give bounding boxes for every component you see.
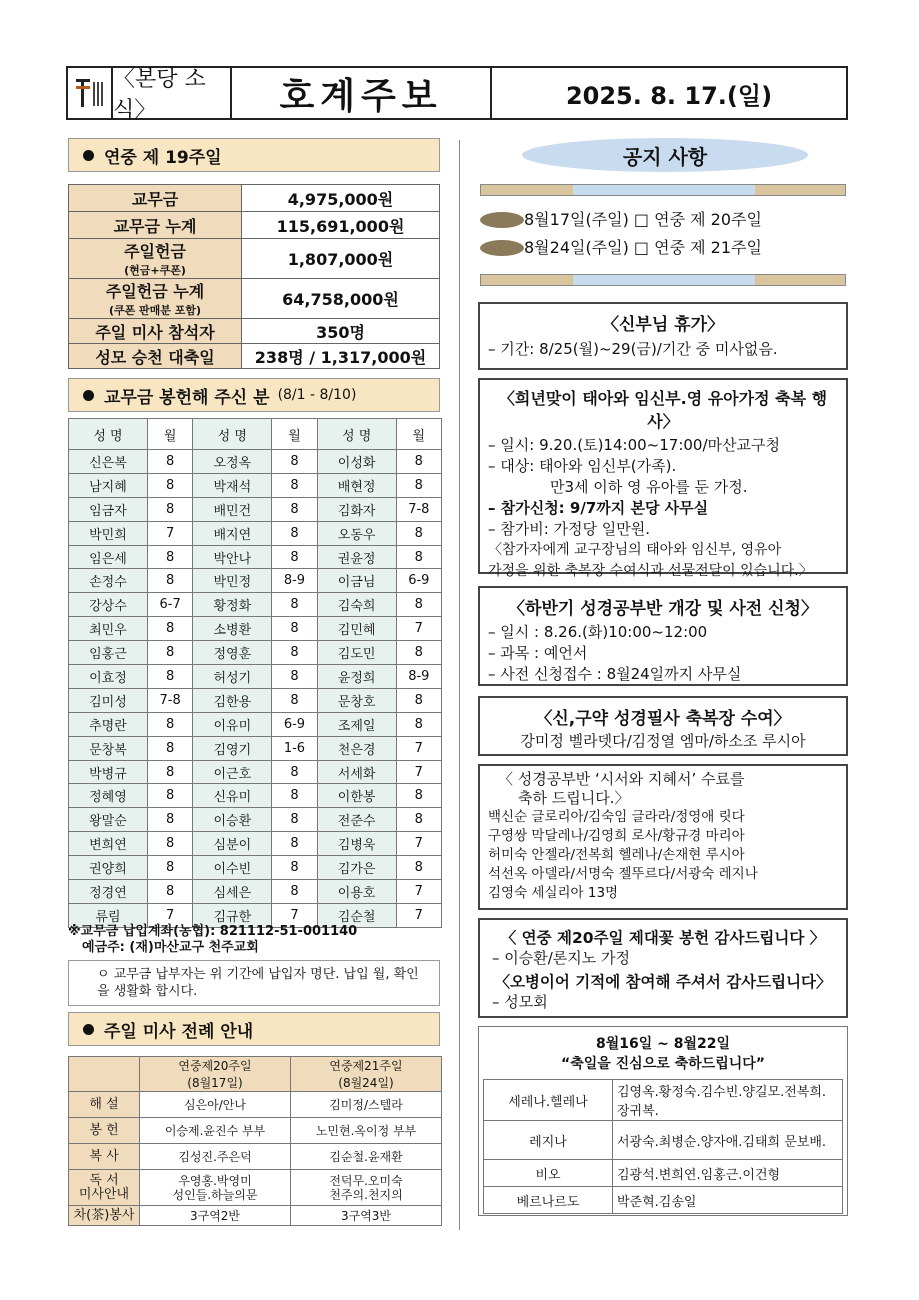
feast-names: 김영옥.황정숙.김수빈.양길모.전복희.장귀복. [613,1080,843,1121]
feast-saint: 비오 [484,1160,613,1187]
donor-name: 임은세 [69,545,148,569]
donor-months: 6-9 [272,712,317,736]
table-row [69,880,442,904]
week-header [68,138,440,172]
finance-row [69,344,440,369]
finance-value: 238명 / 1,317,000원 [242,344,440,369]
donors-title: 교무금 봉헌해 주신 분 [104,387,270,408]
liturgy-row [69,1144,442,1170]
liturgy-header-row [69,1057,442,1092]
finance-sublabel: (현금+쿠폰) [124,264,186,277]
account-line: ※교무금 납입계좌(농협): 821112-51-001140 [68,924,358,939]
blessing-line: 만3세 이하 영 유아를 둔 가정. [550,478,748,496]
finance-label-text: 주일헌금 [124,242,186,261]
liturgy-row [69,1206,442,1226]
donor-name: 김병욱 [317,832,396,856]
donor-months: 8 [147,784,192,808]
donor-name: 이승환 [193,808,272,832]
table-row [69,617,442,641]
donor-name: 박병규 [69,760,148,784]
finance-label-text: 교무금 [131,189,179,209]
bible-class-line: – 일시 : 8.26.(화)10:00~12:00 [488,623,708,641]
vacation-line: – 기간: 8/25(월)~29(금)/기간 중 미사없음. [488,340,778,358]
notice-date-item [480,206,762,234]
donor-months: 7 [396,617,441,641]
donor-months: 8 [147,665,192,689]
donor-months: 8 [147,856,192,880]
donor-months: 8 [147,712,192,736]
donor-months: 6-9 [396,569,441,593]
donor-name: 정영훈 [193,641,272,665]
liturgy-role: 차(茶)봉사 [69,1206,140,1226]
donor-column-header: 성 명 [317,419,396,450]
donor-name: 황정화 [193,593,272,617]
donor-months: 8 [396,521,441,545]
donor-months: 8 [272,688,317,712]
donor-name: 손정수 [69,569,148,593]
bible-class-line: – 과목 : 예언서 [488,644,588,662]
parish-logo [68,68,113,118]
donor-name: 박재석 [193,473,272,497]
donor-name: 최민우 [69,617,148,641]
issue-date: 2025. 8. 17.(일) [565,81,773,110]
donor-months: 8 [272,856,317,880]
donor-months: 8 [147,545,192,569]
donor-months: 8 [147,569,192,593]
donor-name: 김미성 [69,688,148,712]
donor-name: 오정옥 [193,450,272,474]
donor-name: 조제일 [317,712,396,736]
donor-months: 8 [396,688,441,712]
liturgy-assignee: 김순철.윤재환 [291,1144,442,1170]
donor-name: 이유미 [193,712,272,736]
finance-label [69,279,242,319]
feast-row [484,1080,843,1121]
donor-name: 권양희 [69,856,148,880]
donor-months: 7 [396,832,441,856]
graduation-line: 〈 성경공부반 ‘시서와 지혜서’ 수료를 [498,770,745,788]
notice-date-text: 8월24일(주일) □ 연중 제 21주일 [524,238,762,257]
notice-date-text: 8월17일(주일) □ 연중 제 20주일 [524,210,762,229]
feast-box [478,1026,848,1216]
donor-name: 이용호 [317,880,396,904]
donor-months: 8 [147,473,192,497]
donor-name: 정혜영 [69,784,148,808]
donor-name: 강상수 [69,593,148,617]
donor-name: 배민건 [193,497,272,521]
table-row [69,450,442,474]
liturgy-role: 봉 헌 [69,1118,140,1144]
feast-saint: 베르나르도 [484,1187,613,1214]
donor-months: 8 [272,832,317,856]
donor-name: 류림 [69,903,148,927]
donor-name: 김한용 [193,688,272,712]
finance-value: 64,758,000원 [242,279,440,319]
bible-class-box [478,586,848,686]
donor-months: 8 [272,545,317,569]
liturgy-role: 해 설 [69,1092,140,1118]
thanks-line-miracle: – 성모회 [492,993,548,1011]
donor-name: 남지혜 [69,473,148,497]
donor-months: 8 [272,760,317,784]
donor-months: 8 [396,450,441,474]
donor-column-header: 성 명 [69,419,148,450]
donor-months: 8 [272,808,317,832]
donor-months: 8 [396,593,441,617]
donor-name: 왕말순 [69,808,148,832]
bible-class-title: 〈하반기 성경공부반 개강 및 사전 신청〉 [508,599,818,619]
church-logo-icon [73,76,107,110]
liturgy-title: 주일 미사 전례 안내 [104,1021,254,1042]
table-row [69,688,442,712]
table-row [69,832,442,856]
table-row [69,665,442,689]
blessing-line: – 일시: 9.20.(토)14:00~17:00/마산교구청 [488,436,780,454]
feast-names: 김광석.변희연.임홍근.이건형 [613,1160,843,1187]
donor-months: 8 [147,497,192,521]
donor-column-header: 월 [147,419,192,450]
finance-value: 4,975,000원 [242,185,440,212]
donor-name: 김가은 [317,856,396,880]
bullet-icon [83,1024,94,1035]
donor-column-header: 월 [272,419,317,450]
finance-label-text: 성모 승천 대축일 [95,347,215,367]
donor-name: 박민희 [69,521,148,545]
donor-months: 8 [396,856,441,880]
donor-name: 김영기 [193,736,272,760]
donor-name: 김규한 [193,903,272,927]
finance-value: 350명 [242,319,440,344]
table-row [69,712,442,736]
table-row [69,569,442,593]
section-label: 〈본당 소식〉 [113,68,232,118]
finance-label [69,212,242,239]
donor-months: 7 [147,521,192,545]
liturgy-table [68,1056,442,1226]
oval-bullet-icon [480,240,524,256]
bible-class-lines [488,622,838,685]
thanks-box [478,918,848,1018]
donor-months: 8 [272,784,317,808]
donor-name: 오동우 [317,521,396,545]
notice-title: 공지 사항 [522,138,808,172]
table-row [69,856,442,880]
table-row [69,521,442,545]
donor-months: 8 [396,473,441,497]
blessing-line: – 참가신청: 9/7까지 본당 사무실 [488,499,709,517]
liturgy-week: 연중제21주일 [329,1059,403,1073]
donor-name: 서세화 [317,760,396,784]
donor-months: 7-8 [396,497,441,521]
donor-name: 신유미 [193,784,272,808]
feast-title: “축일을 진심으로 축하드립니다” [561,1056,765,1072]
vacation-box [478,302,848,370]
donor-name: 김화자 [317,497,396,521]
donor-months: 7 [396,903,441,927]
graduation-line: 백신순 글로리아/김숙임 글라라/정영애 릿다 [488,809,745,825]
donor-name: 김순철 [317,903,396,927]
vacation-title: 〈신부님 휴가〉 [601,315,725,335]
donor-months: 8 [147,808,192,832]
donor-name: 이수빈 [193,856,272,880]
liturgy-assignee: 심은아/안나 [140,1092,291,1118]
donor-months: 8 [272,880,317,904]
finance-sublabel: (쿠폰 판매분 포함) [108,304,202,317]
donor-column-header: 월 [396,419,441,450]
thanks-line-flowers: – 이승환/론지노 가정 [492,949,631,967]
donor-months: 7-8 [147,688,192,712]
donor-months: 8 [147,450,192,474]
column-divider [459,140,460,1230]
donor-months: 8 [272,641,317,665]
donor-name: 허성기 [193,665,272,689]
liturgy-assignee: 우영홍.박영미 성인들.하늘의문 [140,1170,291,1206]
graduation-line: 김영숙 세실리아 13명 [488,885,619,901]
header-bar [66,66,848,123]
donor-name: 배지연 [193,521,272,545]
liturgy-assignee: 3구역3반 [291,1206,442,1226]
finance-row [69,319,440,344]
liturgy-assignee: 김미정/스텔라 [291,1092,442,1118]
graduation-line: 축하 드립니다.〉 [518,789,630,807]
donor-months: 8 [147,760,192,784]
donor-name: 윤정희 [317,665,396,689]
finance-row [69,212,440,239]
donor-name: 소병환 [193,617,272,641]
donor-name: 신은복 [69,450,148,474]
graduation-lines [488,770,838,903]
finance-row [69,239,440,279]
donor-name: 문창호 [317,688,396,712]
bible-class-line: – 사전 신청접수 : 8월24일까지 사무실 [488,665,742,683]
donor-name: 이한봉 [317,784,396,808]
liturgy-row [69,1170,442,1206]
feast-table [483,1079,843,1214]
donor-name: 문창복 [69,736,148,760]
liturgy-assignee: 3구역2반 [140,1206,291,1226]
deco-bar-top [480,184,846,196]
donors-header [68,378,440,412]
donor-name: 김숙희 [317,593,396,617]
week-title: 연중 제 19주일 [104,147,222,168]
table-row [69,593,442,617]
table-row [69,497,442,521]
finance-label [69,319,242,344]
donor-name: 이성화 [317,450,396,474]
donor-months: 8 [147,641,192,665]
blessing-line: – 대상: 태아와 임신부(가족). [488,457,677,475]
liturgy-row [69,1092,442,1118]
deco-bar-bottom [480,274,846,286]
graduation-line: 구영쌍 막달레나/김영희 로사/황규경 마리아 [488,828,745,844]
liturgy-column-header [291,1057,442,1092]
liturgy-week-date: (8월17일) [187,1076,243,1090]
donor-name: 박민정 [193,569,272,593]
donor-months: 8 [272,473,317,497]
donor-months: 8 [147,880,192,904]
transcription-title: 〈신,구약 성경필사 축복장 수여〉 [535,709,791,729]
table-row [69,760,442,784]
donor-months: 8 [272,497,317,521]
liturgy-week-date: (8월24일) [338,1076,394,1090]
donor-months: 8 [396,641,441,665]
donor-name: 김민혜 [317,617,396,641]
donor-months: 8 [272,521,317,545]
donor-months: 8 [147,736,192,760]
donor-months: 7 [396,760,441,784]
donor-name: 임금자 [69,497,148,521]
table-row [69,784,442,808]
oval-bullet-icon [480,212,524,228]
feast-names: 박준혁.김송일 [613,1187,843,1214]
liturgy-corner [69,1057,140,1092]
notice-date-item [480,234,762,262]
donor-name: 배현정 [317,473,396,497]
donor-months: 7 [272,903,317,927]
feast-row [484,1121,843,1160]
donor-months: 6-7 [147,593,192,617]
liturgy-assignee: 전덕무.오미숙 천주의.천지의 [291,1170,442,1206]
donor-months: 8 [272,617,317,641]
bullet-icon [83,150,94,161]
finance-label-text: 주일 미사 참석자 [95,322,215,342]
donor-name: 심세은 [193,880,272,904]
donor-name: 이근호 [193,760,272,784]
thanks-title-flowers: 〈 연중 제20주일 제대꽃 봉헌 감사드립니다 〉 [500,929,826,947]
donor-name: 천은경 [317,736,396,760]
graduation-line: 허미숙 안젤라/전복희 헬레나/손재현 루시아 [488,847,745,863]
donors-table [68,418,442,928]
bullet-icon [83,390,94,401]
donor-name: 추명란 [69,712,148,736]
donor-months: 7 [147,903,192,927]
donor-months: 7 [396,880,441,904]
blessing-line: 〈참가자에게 교구장님의 태아와 임신부, 영유아 [488,542,782,558]
donor-name: 심분이 [193,832,272,856]
table-row [69,545,442,569]
finance-label [69,185,242,212]
notice-dates [480,206,762,262]
donor-months: 8 [147,617,192,641]
finance-label [69,239,242,279]
feast-row [484,1187,843,1214]
donor-months: 8 [272,593,317,617]
feast-row [484,1160,843,1187]
liturgy-role: 독 서 미사안내 [69,1170,140,1206]
finance-value: 115,691,000원 [242,212,440,239]
donor-column-header: 성 명 [193,419,272,450]
blessing-box [478,378,848,579]
donor-months: 8 [396,712,441,736]
transcription-box [478,696,848,756]
donor-note: ㅇ 교무금 납부자는 위 기간에 납입자 명단. 납입 월, 확인을 생활화 합시다. [68,960,440,1006]
blessing-line: 가정을 위한 축복장 수여식과 선물전달이 있습니다.〉 [488,563,813,579]
donor-months: 8 [272,450,317,474]
liturgy-week: 연중제20주일 [178,1059,252,1073]
donor-name: 이효정 [69,665,148,689]
donor-name: 권윤정 [317,545,396,569]
donor-name: 이금님 [317,569,396,593]
finance-row [69,279,440,319]
donor-name: 김도민 [317,641,396,665]
liturgy-assignee: 노민현.옥이정 부부 [291,1118,442,1144]
finance-row [69,185,440,212]
donor-months: 7 [396,736,441,760]
feast-range: 8월16일 ~ 8월22일 [595,1036,731,1052]
finance-label-text: 교무금 누계 [113,216,197,236]
donor-months: 8 [396,784,441,808]
finance-label [69,344,242,369]
donor-months: 8 [272,665,317,689]
liturgy-assignee: 이승제.윤진수 부부 [140,1118,291,1144]
graduation-box [478,764,848,910]
donor-name: 박안나 [193,545,272,569]
transcription-line: 강미정 벨라뎃다/김정열 엠마/하소조 루시아 [520,732,806,750]
feast-names: 서광숙.최병순.양자애.김태희 문보배. [613,1121,843,1160]
blessing-title: 〈희년맞이 태아와 임신부.영 유아가정 축복 행사〉 [498,389,828,431]
liturgy-assignee: 김성진.주은덕 [140,1144,291,1170]
thanks-title-miracle: 〈오병이어 기적에 참여해 주셔서 감사드립니다〉 [494,973,832,991]
graduation-line: 석선옥 아델라/서명숙 젤뚜르다/서광숙 레지나 [488,866,758,882]
donor-months: 8-9 [272,569,317,593]
donor-name: 전준수 [317,808,396,832]
feast-saint: 세레나.헬레나 [484,1080,613,1121]
account-holder: 예금주: (재)마산교구 천주교회 [82,940,259,955]
liturgy-column-header [140,1057,291,1092]
donor-months: 8-9 [396,665,441,689]
donor-months: 8 [396,808,441,832]
table-row [69,808,442,832]
liturgy-row [69,1118,442,1144]
account-info [68,924,357,956]
donor-name: 정경연 [69,880,148,904]
donor-months: 8 [396,545,441,569]
finance-label-text: 주일헌금 누계 [105,282,205,301]
feast-saint: 레지나 [484,1121,613,1160]
blessing-line: – 참가비: 가정당 일만원. [488,520,651,538]
donor-name: 임홍근 [69,641,148,665]
table-row [69,736,442,760]
table-row [69,641,442,665]
liturgy-role: 복 사 [69,1144,140,1170]
donor-name: 변희연 [69,832,148,856]
liturgy-header [68,1012,440,1046]
blessing-lines [488,435,838,582]
finance-table [68,184,440,369]
table-row [69,473,442,497]
donor-months: 1-6 [272,736,317,760]
finance-value: 1,807,000원 [242,239,440,279]
donor-months: 8 [147,832,192,856]
donors-period: (8/1 - 8/10) [277,387,357,403]
bulletin-title: 호계주보 [232,68,492,118]
